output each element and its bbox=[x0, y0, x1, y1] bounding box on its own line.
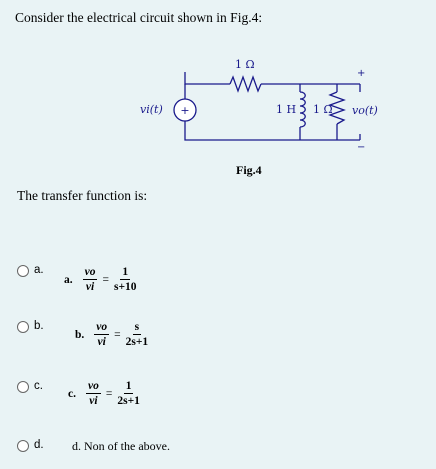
formula-a-lhs-num: vo bbox=[84, 266, 96, 278]
formula-b-lhs bbox=[94, 321, 109, 348]
formula-b-rhs-num: s bbox=[134, 321, 140, 333]
formula-c-lhs-num: vo bbox=[87, 380, 99, 392]
formula-a-lhs-den: vi bbox=[85, 281, 95, 293]
output-voltage-label: vo(t) bbox=[352, 104, 378, 117]
formula-c-lhs-den: vi bbox=[89, 395, 98, 407]
formula-c-rhs-den: 2s+1 bbox=[117, 395, 140, 407]
circuit-diagram bbox=[90, 44, 390, 164]
formula-c-equals: = bbox=[105, 387, 113, 400]
option-c-formula bbox=[68, 380, 140, 407]
option-c[interactable] bbox=[17, 379, 43, 393]
figure-caption: Fig.4 bbox=[236, 163, 262, 177]
formula-b-lhs-num: vo bbox=[96, 321, 108, 333]
option-a[interactable] bbox=[17, 263, 44, 277]
transfer-function-text: The transfer function is: bbox=[17, 188, 148, 203]
formula-a-equals: = bbox=[102, 273, 109, 286]
formula-a-lhs bbox=[83, 266, 98, 293]
formula-b-lhs-den: vi bbox=[97, 336, 106, 348]
radio-option-b[interactable] bbox=[17, 321, 29, 333]
formula-b-rhs bbox=[126, 321, 149, 348]
formula-c-rhs-num: 1 bbox=[125, 380, 132, 392]
formula-b-equals: = bbox=[114, 328, 121, 341]
input-voltage-label: vi(t) bbox=[140, 103, 163, 116]
formula-a-rhs bbox=[114, 266, 137, 293]
option-a-letter: a. bbox=[34, 264, 44, 276]
inductor-label: 1 H bbox=[276, 103, 297, 116]
formula-a-letter: a. bbox=[64, 273, 73, 286]
option-a-formula bbox=[64, 266, 137, 293]
option-c-letter: c. bbox=[34, 380, 43, 392]
output-plus-sign: + bbox=[357, 68, 366, 79]
formula-c-lhs bbox=[86, 380, 101, 407]
formula-c-letter: c. bbox=[68, 387, 76, 400]
question-prompt: Consider the electrical circuit shown in Fig.4: bbox=[15, 10, 263, 25]
option-d-letter: d. bbox=[34, 439, 44, 451]
radio-option-a[interactable] bbox=[17, 265, 29, 277]
formula-a-rhs-den: s+10 bbox=[113, 281, 137, 293]
option-d-text: d. Non of the above. bbox=[72, 439, 170, 453]
shunt-resistor-label: 1 Ω bbox=[313, 103, 333, 116]
formula-c-rhs bbox=[117, 380, 140, 407]
option-d[interactable] bbox=[17, 438, 44, 452]
radio-option-c[interactable] bbox=[17, 381, 29, 393]
question-panel bbox=[0, 0, 436, 215]
option-b-formula bbox=[75, 321, 148, 348]
formula-a-rhs-num: 1 bbox=[122, 266, 129, 278]
option-b[interactable] bbox=[17, 319, 44, 333]
formula-b-rhs-den: 2s+1 bbox=[125, 336, 149, 348]
option-b-letter: b. bbox=[34, 320, 44, 332]
series-resistor-label: 1 Ω bbox=[235, 58, 255, 71]
radio-option-d[interactable] bbox=[17, 440, 29, 452]
formula-b-letter: b. bbox=[75, 328, 85, 341]
source-plus-sign: + bbox=[180, 104, 190, 117]
output-minus-sign: − bbox=[357, 142, 366, 153]
